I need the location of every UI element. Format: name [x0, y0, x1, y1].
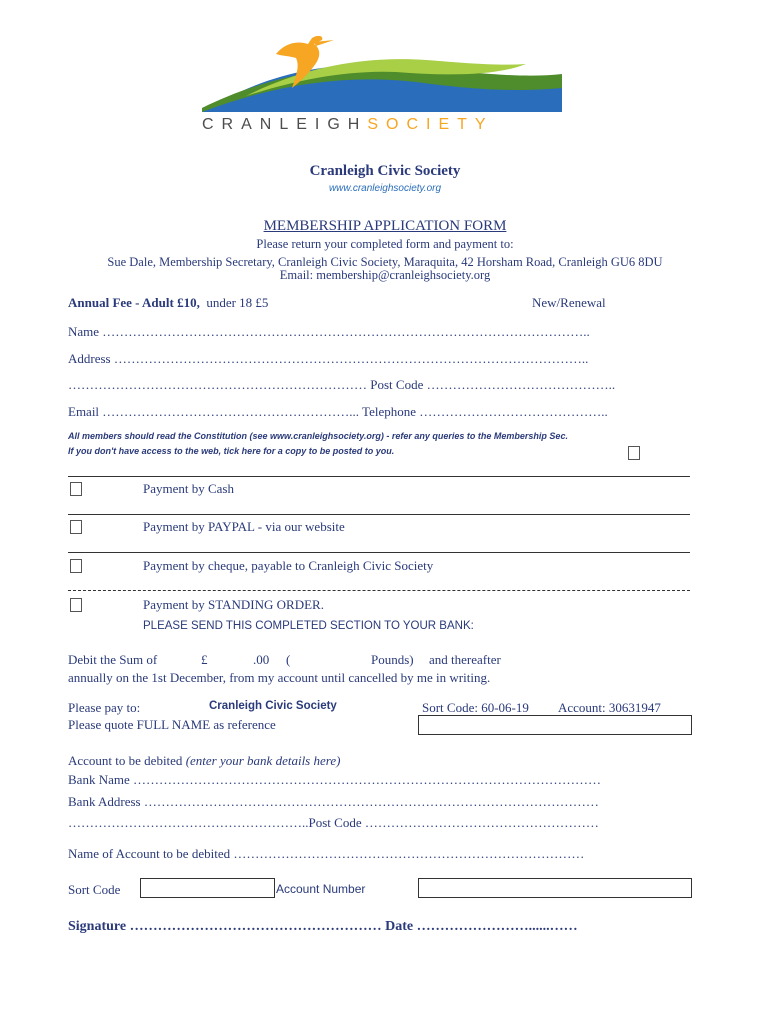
bank-section-note: PLEASE SEND THIS COMPLETED SECTION TO YOUR BANK: [143, 620, 474, 632]
account-number-input[interactable] [418, 878, 692, 898]
return-note: Please return your completed form and payment to: [256, 237, 514, 251]
address-postcode-field[interactable]: …………………………………………………………… Post Code …………………………………….. [68, 377, 616, 392]
logo-text-cranleigh: CRANLEIGH [202, 116, 368, 133]
society-logo [196, 26, 576, 136]
debit-label: Debit the Sum of [68, 652, 158, 667]
payment-paypal: Payment by PAYPAL - via our website [143, 519, 345, 534]
email-telephone-field[interactable]: Email …………………………………………………... Telephone …………………………………….. [68, 404, 608, 419]
payment-cheque: Payment by cheque, payable to Cranleigh Civic Society [143, 558, 434, 573]
pence-field[interactable]: .00 [253, 652, 270, 667]
secretary-address: Sue Dale, Membership Secretary, Cranleigh Civic Society, Maraquita, 42 Horsham Road, Cranleigh GU6 8DU [107, 255, 663, 269]
membership-email: Email: membership@cranleighsociety.org [279, 268, 491, 282]
thereafter-label: and thereafter [429, 652, 501, 667]
cash-checkbox[interactable] [70, 482, 82, 496]
signature-date-line[interactable]: Signature ……………………………………………… Date ……………………......…… [68, 919, 578, 934]
post-copy-note: If you don't have access to the web, tick here for a copy to be posted to you. [68, 446, 395, 456]
pay-to-label: Please pay to: [68, 700, 141, 715]
logo-text-society: SOCIETY [367, 116, 494, 133]
bird-landscape-icon [196, 26, 576, 116]
payment-standing-order: Payment by STANDING ORDER. [143, 597, 324, 612]
payment-cash: Payment by Cash [143, 481, 234, 496]
cut-line [68, 590, 690, 591]
quote-reference: Please quote FULL NAME as reference [68, 717, 276, 732]
cheque-checkbox[interactable] [70, 559, 82, 573]
annual-fee [68, 295, 268, 311]
divider [68, 514, 690, 515]
adult-fee: Annual Fee - Adult £10, [68, 295, 200, 310]
society-sort-code: Sort Code: 60-06-19 [422, 700, 529, 715]
reference-box[interactable] [418, 715, 692, 735]
account-debited-label [68, 753, 340, 769]
account-debited-text: Account to be debited [68, 753, 183, 768]
org-name: Cranleigh Civic Society [309, 163, 461, 179]
annual-debit-note: annually on the 1st December, from my account until cancelled by me in writing. [68, 670, 491, 685]
society-account: Account: 30631947 [558, 700, 661, 715]
divider [68, 552, 690, 553]
payee-name: Cranleigh Civic Society [209, 700, 337, 712]
open-paren: ( [286, 652, 291, 667]
pounds-words-close: Pounds) [371, 652, 414, 667]
form-title: MEMBERSHIP APPLICATION FORM [263, 218, 507, 234]
bank-name-field[interactable]: Bank Name ……………………………………………………………………………………………… [68, 772, 601, 787]
under18-fee: under 18 £5 [206, 295, 269, 310]
account-number-label: Account Number [276, 882, 366, 896]
sort-code-input[interactable] [140, 878, 275, 898]
sort-code-label: Sort Code [68, 882, 121, 897]
constitution-note: All members should read the Constitution (see www.cranleighsociety.org) - refer any queries to the Membership Sec. [68, 431, 568, 441]
divider [68, 476, 690, 477]
name-field[interactable]: Name ………………………………………………………………………………………………….. [68, 324, 590, 339]
pound-sign: £ [201, 652, 208, 667]
bank-address-field[interactable]: Bank Address …………………………………………………………………………………………… [68, 794, 599, 809]
website-link[interactable]: www.cranleighsociety.org [328, 183, 442, 194]
standing-order-checkbox[interactable] [70, 598, 82, 612]
bank-postcode-field[interactable]: ………………………………………………..Post Code ……………………………………………… [68, 815, 599, 830]
enter-details-hint: (enter your bank details here) [185, 753, 341, 768]
address-field[interactable]: Address ……………………………………………………………………………………………….. [68, 351, 589, 366]
new-renewal-label[interactable]: New/Renewal [532, 295, 606, 310]
account-name-field[interactable]: Name of Account to be debited ……………………………………………………………………… [68, 846, 585, 861]
post-copy-checkbox[interactable] [628, 446, 640, 460]
paypal-checkbox[interactable] [70, 520, 82, 534]
